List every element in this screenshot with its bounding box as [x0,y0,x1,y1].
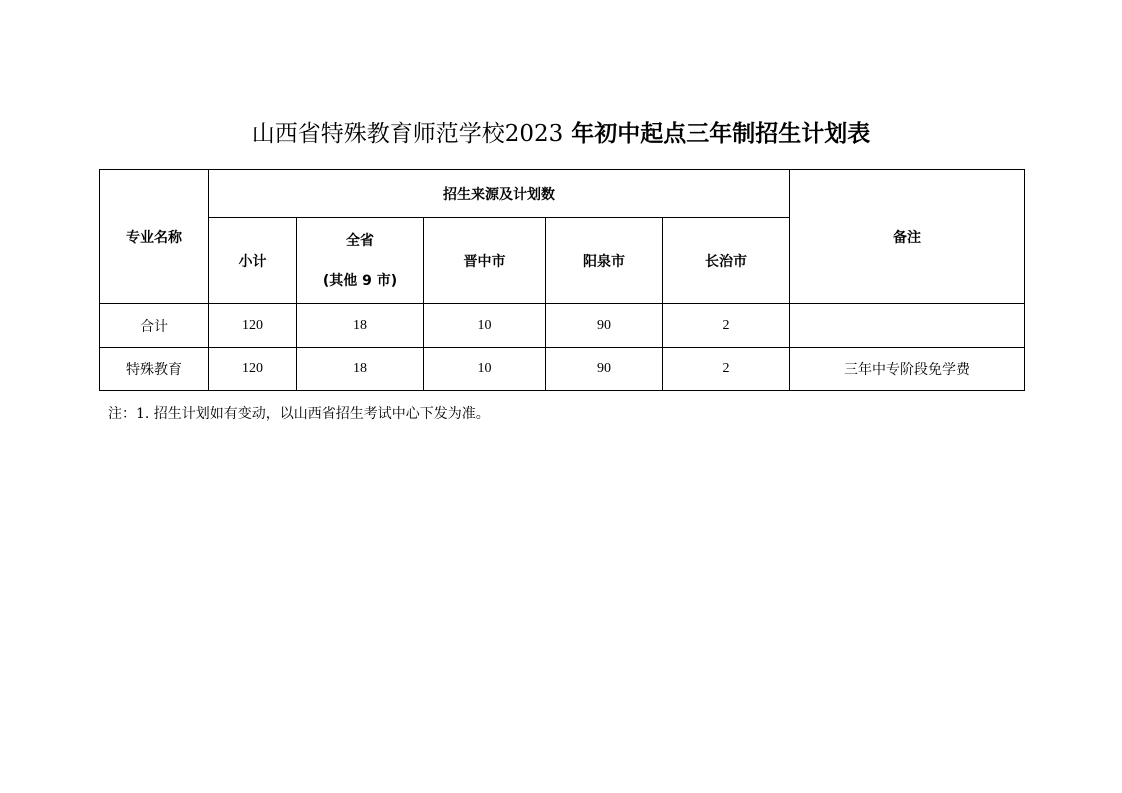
cell-name: 合计 [100,304,209,348]
cell-province: 18 [297,348,424,391]
header-jinzhong: 晋中市 [424,218,546,304]
header-row-1 [100,170,1025,218]
header-major-name: 专业名称 [100,170,209,304]
header-province-line1: 全省 [346,232,374,249]
footnote: 注：1. 招生计划如有变动，以山西省招生考试中心下发为准。 [108,406,490,422]
cell-jinzhong: 10 [424,304,546,348]
header-subtotal: 小计 [209,218,297,304]
page-title-part-a: 山西省特殊教育师范学校2023 [251,121,564,147]
header-changzhi: 长治市 [663,218,790,304]
header-yangquan: 阳泉市 [546,218,663,304]
header-province-line2: (其他 9 市) [322,272,398,289]
cell-yangquan: 90 [546,348,663,391]
cell-subtotal: 120 [209,348,297,391]
enrollment-plan-table [99,169,1025,391]
cell-jinzhong: 10 [424,348,546,391]
cell-changzhi: 2 [663,304,790,348]
cell-name: 特殊教育 [100,348,209,391]
table-row [100,304,1025,348]
header-province [297,218,424,304]
table-row [100,348,1025,391]
cell-changzhi: 2 [663,348,790,391]
cell-province: 18 [297,304,424,348]
cell-remark: 三年中专阶段免学费 [790,348,1025,391]
cell-yangquan: 90 [546,304,663,348]
cell-subtotal: 120 [209,304,297,348]
page-title-part-b: 年初中起点三年制招生计划表 [563,121,871,147]
header-remark: 备注 [790,170,1025,304]
header-source-group: 招生来源及计划数 [209,170,790,218]
cell-remark [790,304,1025,348]
page-title [0,116,1122,152]
